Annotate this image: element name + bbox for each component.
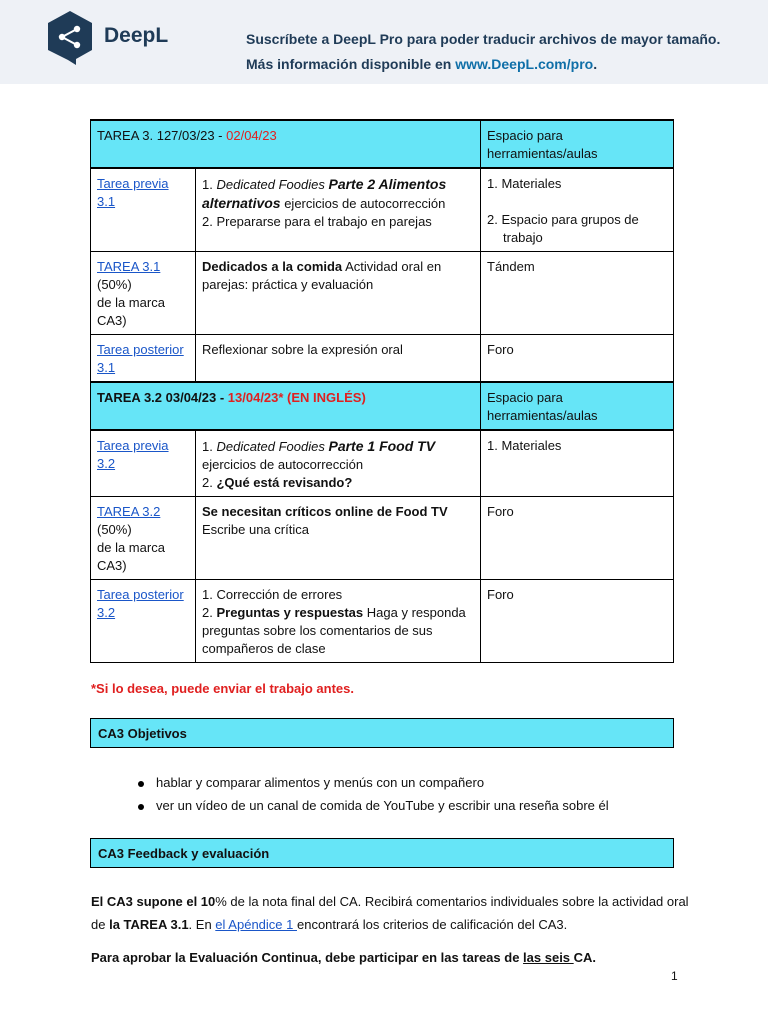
section-date-red: 13/04/23* (EN INGLÉS) — [227, 390, 366, 405]
row-num: 1. — [202, 439, 217, 454]
objective-text: ver un vídeo de un canal de comida de YouTube y escribir una reseña sobre él — [156, 798, 609, 813]
promo-line-1: Suscríbete a DeepL Pro para poder traducir archivos de mayor tamaño. — [246, 31, 721, 47]
section-header-col3: Espacio para herramientas/aulas — [481, 382, 674, 430]
promo-text — [246, 27, 720, 77]
row-description — [196, 497, 481, 580]
table-row — [91, 580, 674, 663]
deepl-banner — [0, 0, 768, 84]
objective-text: hablar y comparar alimentos y menús con un compañero — [156, 775, 485, 790]
row-description — [196, 252, 481, 335]
row-rest: Actividad oral en parejas: práctica y evaluación — [202, 259, 442, 292]
tarea-3-1-link[interactable]: TAREA 3.1 — [97, 259, 161, 274]
promo-line-2-prefix: Más información disponible en — [246, 56, 456, 72]
tarea-previa-3-1-link[interactable]: Tarea previa 3.1 — [97, 176, 169, 209]
row-bold: Dedicados a la comida — [202, 259, 343, 274]
table-row — [91, 168, 674, 252]
row-bold: Se necesitan críticos online de Food TV — [202, 504, 448, 519]
row-big-title: Parte 2 Alimentos alternativos — [202, 176, 447, 211]
task-table — [90, 119, 674, 663]
row-link-cell — [91, 580, 196, 663]
feedback-bold-2: la TAREA 3.1 — [109, 917, 189, 932]
section-header-3 — [91, 120, 674, 168]
section-header-title — [91, 382, 481, 430]
list-item — [138, 775, 484, 790]
objectives-heading: CA3 Objetivos — [90, 718, 674, 748]
row-big-title: Parte 1 Food TV — [328, 438, 436, 454]
table-row — [91, 497, 674, 580]
bullet-icon — [138, 804, 144, 810]
space-line-1: 1. Materiales — [487, 176, 562, 191]
row-space: Foro — [481, 580, 674, 663]
feedback-paragraph — [91, 862, 691, 936]
pass-text-2: CA. — [573, 950, 597, 965]
table-row — [91, 430, 674, 497]
row-num: 1. — [202, 177, 217, 192]
row-link-cell — [91, 430, 196, 497]
list-item — [138, 798, 609, 813]
promo-line-2 — [246, 52, 720, 77]
row-description — [196, 168, 481, 252]
row-space: Foro — [481, 335, 674, 383]
row-space: 1. Materiales — [481, 430, 674, 497]
early-submission-note: *Si lo desea, puede enviar el trabajo antes. — [91, 681, 354, 696]
row-sub-2: de la marca — [97, 295, 165, 310]
feedback-text-1: % de la nota final del CA. Recibirá comentarios individuales sobre la actividad oral de — [91, 894, 689, 932]
row-line-2: Escribe una crítica — [202, 522, 309, 537]
row-sub-3: CA3) — [97, 558, 127, 573]
row-space: Foro — [481, 497, 674, 580]
space-line-3: trabajo — [503, 230, 543, 245]
table-row — [91, 252, 674, 335]
pass-requirement — [91, 946, 691, 969]
section-date-red: 02/04/23 — [226, 128, 277, 143]
row-description — [196, 580, 481, 663]
row-line-2: ejercicios de autocorrección — [202, 457, 364, 472]
feedback-text-2: . En — [188, 917, 216, 932]
feedback-text-3: encontrará los criterios de calificación del CA3. — [296, 917, 568, 932]
deepl-logo-icon — [46, 10, 94, 66]
row-link-cell — [91, 252, 196, 335]
pass-text-1: Para aprobar la Evaluación Continua, debe participar en las tareas de — [91, 950, 524, 965]
feedback-bold-1: El CA3 supone el 10 — [91, 894, 216, 909]
tarea-posterior-3-1-link[interactable]: Tarea posterior 3.1 — [97, 342, 184, 375]
section-title: TAREA 3.2 03/04/23 - — [97, 390, 228, 405]
section-header-3-2 — [91, 382, 674, 430]
section-title: TAREA 3. 127/03/23 - — [97, 128, 227, 143]
row-sub-1: (50%) — [97, 522, 132, 537]
deepl-pro-link[interactable]: www.DeepL.com/pro — [455, 56, 594, 72]
row-sub-1: (50%) — [97, 277, 132, 292]
row-sub-2: de la marca — [97, 540, 165, 555]
tarea-3-2-link[interactable]: TAREA 3.2 — [97, 504, 161, 519]
tarea-posterior-3-2-link[interactable]: Tarea posterior 3.2 — [97, 587, 184, 620]
row-space — [481, 168, 674, 252]
row-line-2-bold: Preguntas y respuestas — [216, 605, 364, 620]
row-description: Reflexionar sobre la expresión oral — [196, 335, 481, 383]
section-header-col3: Espacio para herramientas/aulas — [481, 120, 674, 168]
pass-underline: las seis — [523, 950, 574, 965]
page-number: 1 — [671, 969, 678, 983]
deepl-logo-text: DeepL — [104, 24, 169, 47]
feedback-heading: CA3 Feedback y evaluación — [90, 838, 674, 868]
row-line-3-bold: ¿Qué está revisando? — [216, 475, 353, 490]
row-line-2-num: 2. — [202, 605, 217, 620]
row-link-cell — [91, 335, 196, 383]
row-space: Tándem — [481, 252, 674, 335]
row-link-cell — [91, 497, 196, 580]
apendice-1-link[interactable]: el Apéndice 1 — [215, 917, 297, 932]
row-link-cell — [91, 168, 196, 252]
table-row — [91, 335, 674, 383]
row-sub-3: CA3) — [97, 313, 127, 328]
row-rest: Haga y responda preguntas sobre los comentarios de sus compañeros de clase — [202, 605, 466, 656]
row-line-1: 1. Corrección de errores — [202, 587, 343, 602]
promo-line-2-suffix: . — [593, 56, 598, 72]
row-rest: ejercicios de autocorrección — [280, 196, 446, 211]
row-line-2: 2. Prepararse para el trabajo en parejas — [202, 214, 432, 229]
bullet-icon — [138, 781, 144, 787]
row-italic: Dedicated Foodies — [216, 177, 329, 192]
space-line-2: 2. Espacio para grupos de — [487, 212, 639, 227]
section-header-title — [91, 120, 481, 168]
row-italic: Dedicated Foodies — [216, 439, 329, 454]
tarea-previa-3-2-link[interactable]: Tarea previa 3.2 — [97, 438, 169, 471]
row-line-3-num: 2. — [202, 475, 217, 490]
row-description — [196, 430, 481, 497]
